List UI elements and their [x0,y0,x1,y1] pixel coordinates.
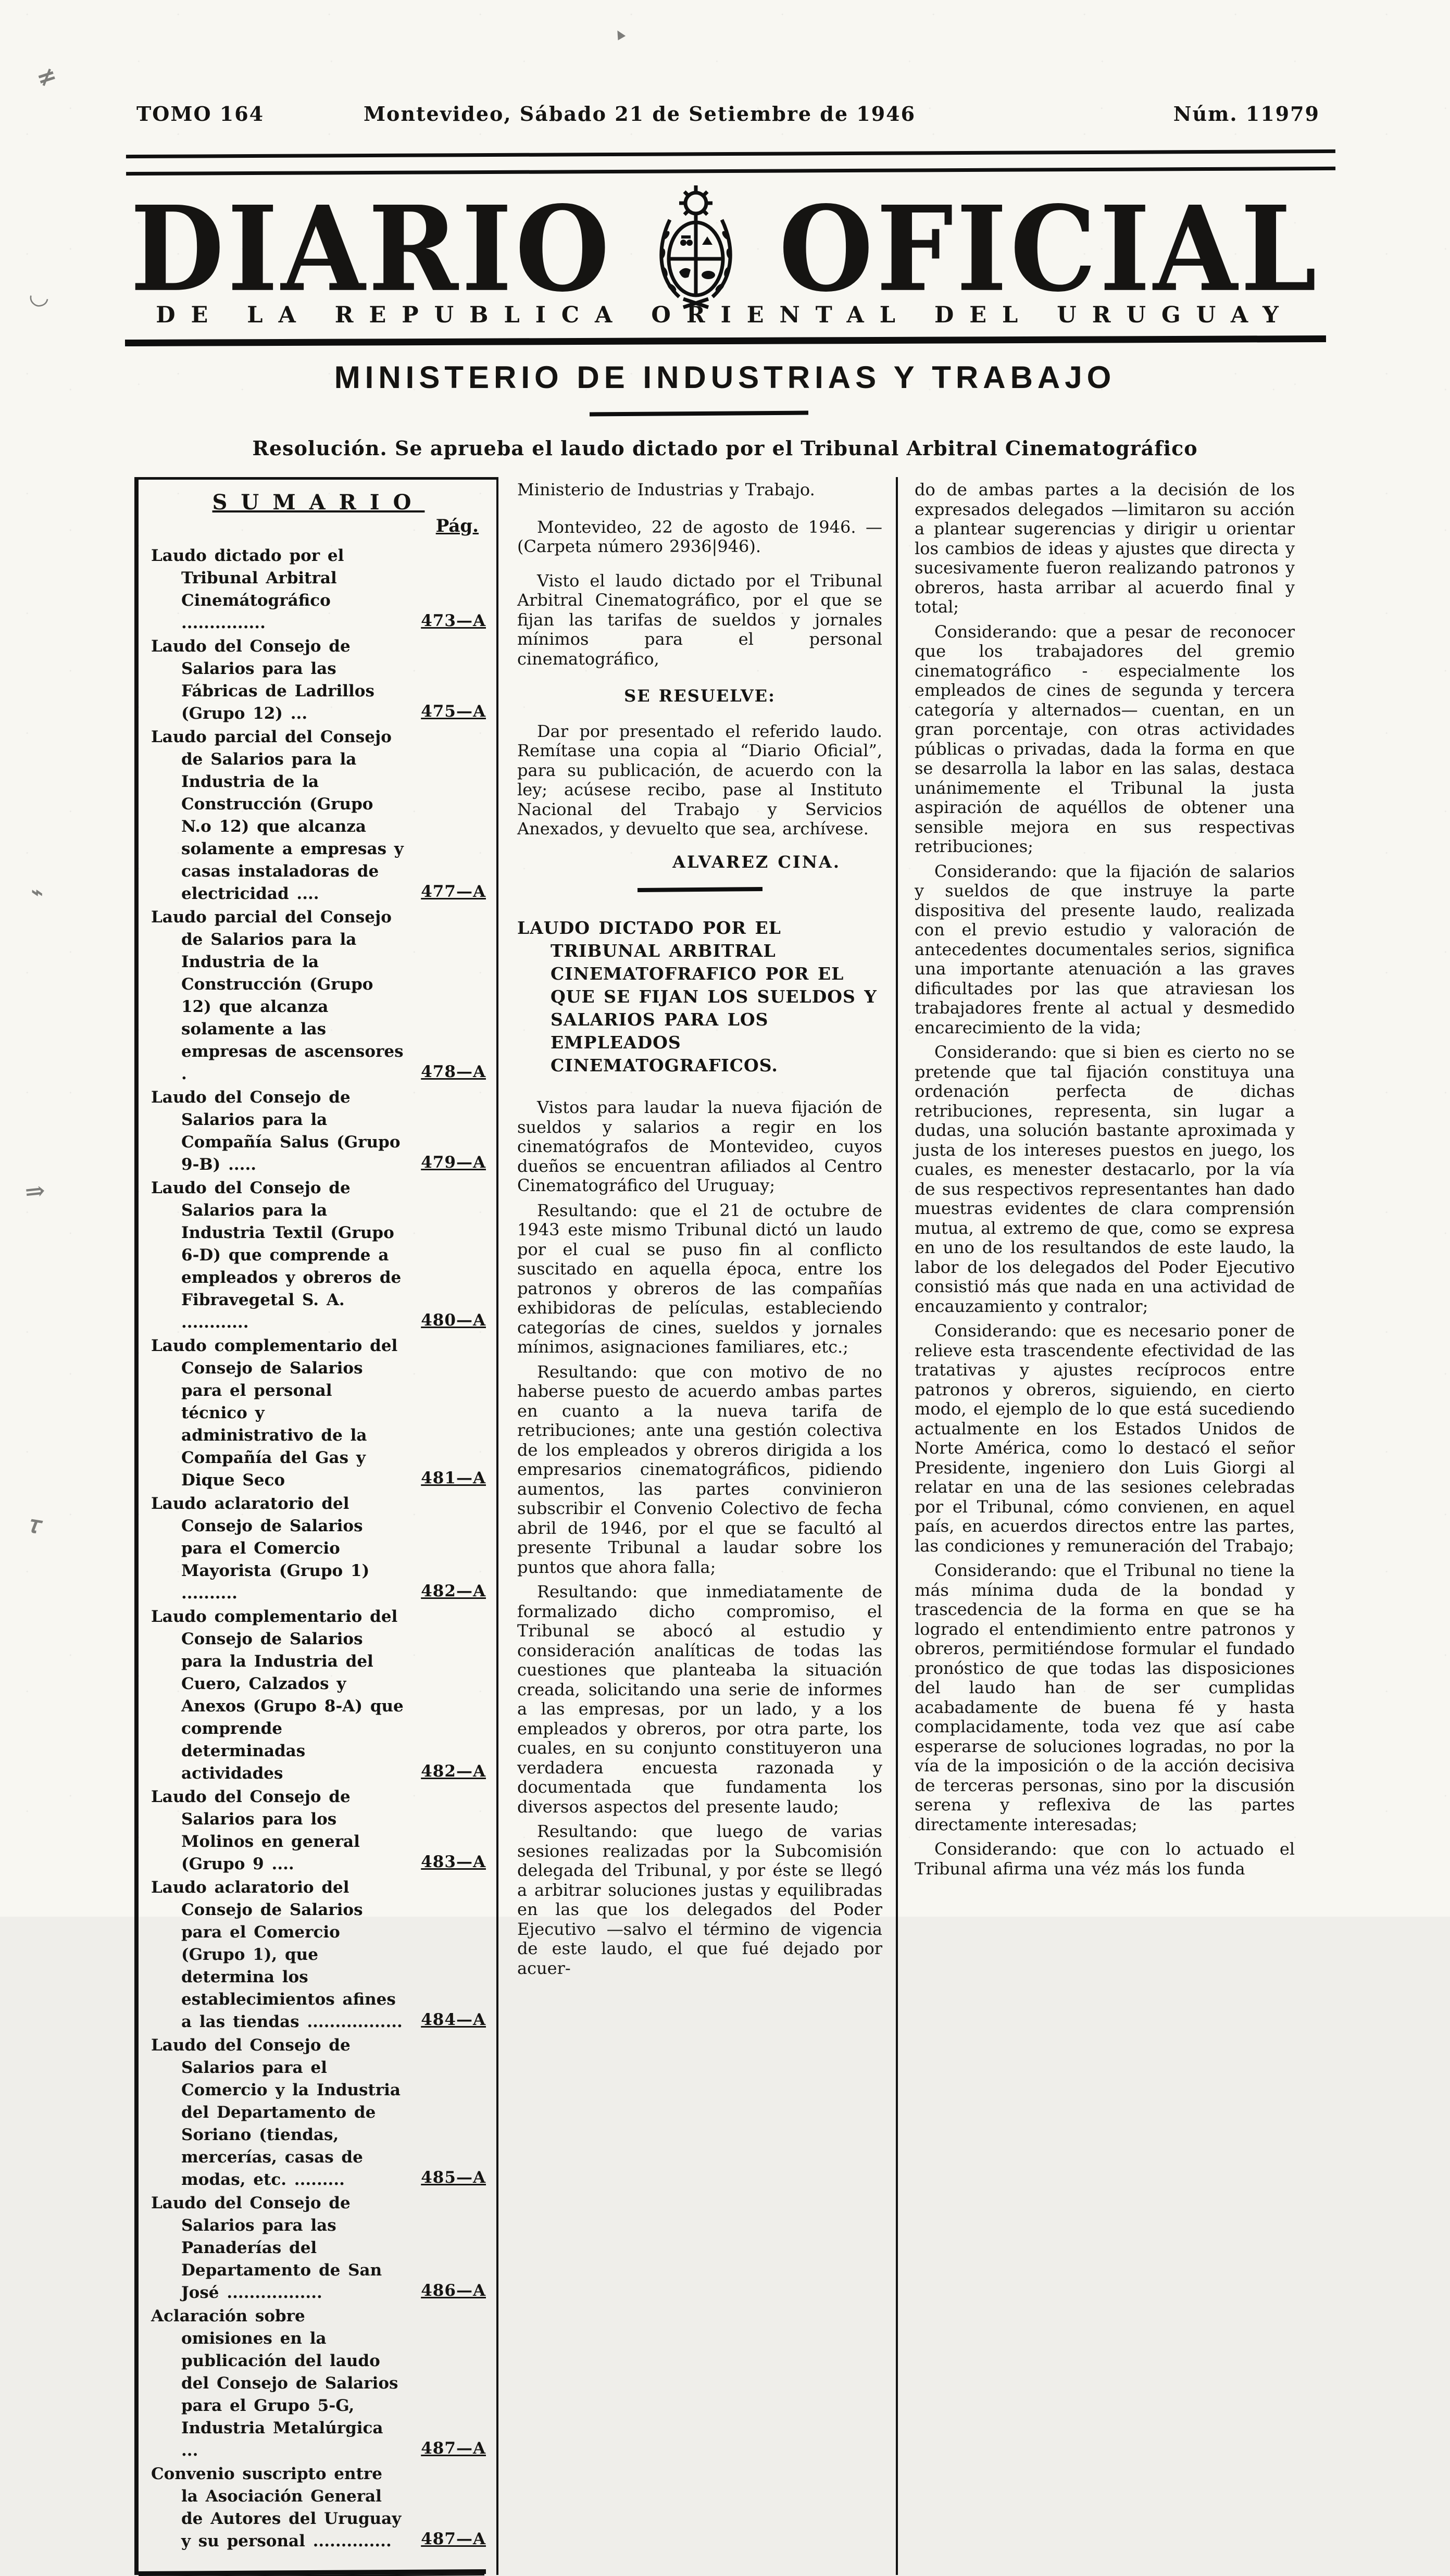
sumario-entry-page: 487—A [421,2439,486,2458]
laudo-heading: LAUDO DICTADO POR EL TRIBUNAL ARBITRAL CINEMATOFRAFICO POR EL QUE SE FIJAN LOS SUELDOS Y SALARIOS PARA LOS EMPLEADOS CINEMATOGRAFICOS. [517,918,877,1076]
sumario-entry [151,1493,486,1605]
sumario-page-column-label: Pág. [435,516,479,536]
sumario-entry-page: 473—A [421,611,486,630]
sumario-end-rule [139,2569,486,2576]
sumario-entry [151,2034,486,2191]
masthead-title-left: DIARIO [130,181,613,318]
sumario-title: SUMARIO [212,490,425,515]
issue-number: Núm. 11979 [1173,102,1320,126]
sumario-entry-page: 482—A [421,1582,486,1600]
sumario-entry-title: Laudo del Consejo de Salarios para las Fábricas de Ladrillos (Grupo 12) ... [151,637,374,723]
scan-artifact [30,880,44,904]
header-double-rule [126,149,1335,176]
ministry-title-underline [590,411,808,417]
resultando-paragraph-3: Resultando: que inmediatamente de formalizado dicho compromiso, el Tribunal se abocó al estudio y consideración analíticas de todas las cuestiones que planteaba la situación creada, solicitando una serie de informes a las empresas, por un lado, y a los empleados y obreros, por otra parte, los cuales, en su conjunto constituyeron una verdadera encuesta razonada y documentada que fundamenta los diversos aspectos del presente laudo; [517,1582,882,1817]
sumario-entry-title: Laudo dictado por el Tribunal Arbitral Cinemátográfico ............... [151,546,344,632]
sumario-entry-title: Laudo del Consejo de Salarios para el Comercio y la Industria del Departamento de Soriano (tiendas, mercerías, casas de modas, etc. ......... [151,2036,401,2189]
sumario-entry-page: 478—A [421,1062,486,1081]
considerando-paragraph: Considerando: que el Tribunal no tiene la más mínima duda de la bondad y trascedencia de la forma en que se ha logrado el entendimiento entre patronos y obreros, permitiéndose formular el fundado pronóstico de que todas las disposiciones del laudo han de ser cumplidas acabadamente de buena fé y hasta complacidamente, toda vez que así cabe esperarse de soluciones logradas, no por la vía de la imposición o de la acción decisiva de terceras personas, sino por la discusión serena y reflexiva de las partes directamente interesadas; [915,1560,1295,1834]
sumario-entry [151,2305,486,2462]
uruguay-coat-of-arms-icon [654,183,738,316]
scan-artifact [23,1176,46,1206]
ministry-section-title: MINISTERIO DE INDUSTRIAS Y TRABAJO [334,360,1116,395]
sumario-entry [151,1086,486,1176]
considerandos-column [898,477,1298,2575]
sumario-entry [151,726,486,905]
sumario-entry-page: 479—A [421,1153,486,1172]
resultando-paragraph-1: Resultando: que el 21 de octubre de 1943 este mismo Tribunal dictó un laudo por el cual se puso fin al conflicto suscitado en aquella época, entre los patronos y obreros de las compañías exhibidoras de películas, estableciendo categorías de cines, sueldos y jornales mínimos, asignaciones familiares, etc.; [517,1200,882,1357]
resultando-paragraph-2: Resultando: que con motivo de no haberse puesto de acuerdo ambas partes en cuanto a la nueva tarifa de retribuciones; ante una gestión colectiva de los empleados y obreros dirigida a los empresarios cinematográficos, pidiendo aumentos, las partes convinieron subscribir el Convenio Colectivo de fecha abril de 1946, por el que se facultó al presente Tribunal a laudar sobre los puntos que ahora falla; [517,1361,882,1577]
sumario-entry [151,906,486,1085]
sumario-entry-title: Laudo complementario del Consejo de Salarios para el personal técnico y administrativo de la Compañía del Gas y Dique Seco [151,1336,398,1490]
sumario-entry-page: 477—A [421,882,486,901]
sumario-entry [151,635,486,725]
continuation-paragraph: do de ambas partes a la decisión de los expresados delegados —limitaron su acción a plantear sugerencias y dirigir u orientar los cambios de ideas y ajustes que directa y sucesivamente fueron realizando patronos y obreros, hasta arribar al acuerdo final y total; [915,480,1295,617]
scan-artifact [610,22,628,44]
considerando-paragraph: Considerando: que si bien es cierto no se pretende que tal fijación constituya una ordenación perfecta de dichas retribuciones, representa, sin lugar a dudas, una solución bastante aproximada y justa de los intereses puestos en juego, los cuales, es menester destacarlo, por la vía de sus respectivos representantes han dado muestras evidentes de clara comprensión mutua, al extremo de que, como se expresa en uno de los resultandos de este laudo, la labor de los delegados del Poder Ejecutivo consistió más que nada en una actividad de encauzamiento y contralor; [915,1042,1295,1316]
issue-date: Montevideo, Sábado 21 de Setiembre de 1946 [363,102,916,126]
sumario-entry [151,2463,486,2553]
sumario-entry-title: Laudo del Consejo de Salarios para los Molinos en general (Grupo 9 .... [151,1787,360,1873]
sumario-entry [151,1177,486,1334]
visto-paragraph: Visto el laudo dictado por el Tribunal Arbitral Cinematográfico, por el que se fijan las tarifas de sueldos y jornales mínimos para el personal cinematográfico, [517,570,882,669]
masthead [130,183,1320,316]
sumario-entry-title: Laudo del Consejo de Salarios para la Industria Textil (Grupo 6-D) que comprende a empleados y obreros de Fibravegetal S. A. ............ [151,1179,402,1332]
sumario-entry-title: Aclaración sobre omisiones en la publicación del laudo del Consejo de Salarios para el Grupo 5-G, Industria Metalúrgica ... [151,2307,398,2460]
considerando-paragraph: Considerando: que a pesar de reconocer que los trabajadores del gremio cinematográfico - especialmente los empleados de cines de segunda y tercera categoría y alternados— cuentan, en un gran porcentaje, con otras actividades públicas o privadas, dada la forma en que se desarrolla la labor en las salas, destaca unánimemente el Tribunal la justa aspiración de aquéllos de obtener una sensible mejora en sus respectivas retribuciones; [915,621,1295,856]
sumario-entry-page: 483—A [421,1853,486,1871]
se-resuelve-heading: SE RESUELVE: [624,686,776,706]
masthead-rule [125,335,1326,346]
signature-line: ALVAREZ CINA. [672,852,841,872]
sumario-entry-page: 484—A [421,2010,486,2029]
sumario-entry-page: 481—A [421,1469,486,1487]
considerando-paragraph: Considerando: que es necesario poner de relieve esta trascendente efectividad de las tratativas y ajustes recíprocos entre patronos y obreros, siguiendo, en cierto modo, el ejemplo de lo que está sucediendo actualmente en los Estados Unidos de Norte América, como lo destacó el señor Presidente, ingeniero don Luis Giorgi al relatar en una de las sesiones celebradas por el Tribunal, cómo convienen, en aquel país, en acuerdos directos entre las partes, las condiciones y remuneración del Trabajo; [915,1321,1295,1556]
sumario-entry [151,1877,486,2033]
masthead-title-right: OFICIAL [779,181,1320,318]
sumario-entry-title: Laudo aclaratorio del Consejo de Salarios para el Comercio (Grupo 1), que determina los establecimientos afines a las tiendas ................. [151,1878,403,2031]
scan-artifact [33,60,60,93]
considerandos-list [915,622,1295,1879]
section-divider-rule [637,887,762,892]
sumario-entry-page: 485—A [421,2168,486,2187]
sumario-entry-page: 480—A [421,1311,486,1330]
considerando-paragraph: Considerando: que la fijación de salarios y sueldos de que instruye la parte dispositiva del presente laudo, realizada con el previo estudio y valoración de antecedentes documentales serios, significa una importante atenuación a las graves dificultades por las que atraviesan los trabajadores frente al actual y desmedido encarecimiento de la vida; [915,861,1295,1037]
sumario-entry [151,1335,486,1492]
tomo-label: TOMO 164 [136,102,265,126]
sumario-column [134,477,498,2575]
sumario-entry-title: Laudo aclaratorio del Consejo de Salarios para el Comercio Mayorista (Grupo 1) .......... [151,1494,370,1603]
sumario-entry [151,1786,486,1875]
sumario-entry-page: 475—A [421,702,486,721]
resultando-paragraph-4: Resultando: que luego de varias sesiones realizadas por la Subcomisión delegada del Tribunal, y por éste se llegó a arbitrar soluciones justas y equilibradas en las que los delegados del Poder Ejecutivo —salvo el término de vigencia de este laudo, el que fué dejado por acuer- [517,1821,882,1978]
sumario-entry-page: 482—A [421,1762,486,1781]
vistos-paragraph: Vistos para laudar la nueva fijación de sueldos y salarios a regir en los cinematógrafos de Montevideo, cuyos dueños se encuentran afiliados al Centro Cinematográfico del Uruguay; [517,1097,882,1195]
article-columns [134,477,1298,2550]
sumario-entry [151,1606,486,1785]
sumario-entry-title: Laudo parcial del Consejo de Salarios para la Industria de la Construcción (Grupo N.o 12) que alcanza solamente a empresas y casas instaladoras de electricidad .... [151,728,404,903]
sumario-entry-title: Laudo complementario del Consejo de Salarios para la Industria del Cuero, Calzados y Anexos (Grupo 8-A) que comprende determinadas actividades [151,1607,404,1783]
sumario-entry-title: Laudo del Consejo de Salarios para las Panaderías del Departamento de San José ................. [151,2194,382,2302]
sumario-list [151,545,486,2553]
sumario-entry-title: Laudo del Consejo de Salarios para la Compañía Salus (Grupo 9-B) ..... [151,1088,401,1174]
resolution-column [498,477,898,2575]
considerando-paragraph: Considerando: que con lo actuado el Tribunal afirma una véz más los funda [915,1839,1295,1879]
sumario-entry-page: 487—A [421,2530,486,2548]
sumario-entry [151,2192,486,2304]
masthead-subtitle: DE LA REPUBLICA ORIENTAL DEL URUGUAY [156,302,1294,328]
sumario-entry [151,545,486,634]
resolution-headline: Resolución. Se aprueba el laudo dictado por el Tribunal Arbitral Cinematográfico [252,436,1198,460]
sumario-entry-page: 486—A [421,2281,486,2300]
resolve-paragraph: Dar por presentado el referido laudo. Remítase una copia al “Diario Oficial”, para su publicación, de acuerdo con la ley; acúsese recibo, pase al Instituto Nacional del Trabajo y Servicios Anexados, y devuelto que sea, archívese. [517,721,882,839]
resolution-date-line: Montevideo, 22 de agosto de 1946. — (Carpeta número 2936|946). [517,517,882,556]
scan-artifact [28,1510,44,1541]
sumario-entry-title: Laudo parcial del Consejo de Salarios para la Industria de la Construcción (Grupo 12) que alcanza solamente a las empresas de ascensores . [151,908,404,1083]
sumario-entry-title: Convenio suscripto entre la Asociación General de Autores del Uruguay y su personal .............. [151,2465,402,2550]
issue-header [136,102,1320,126]
ministry-byline: Ministerio de Industrias y Trabajo. [517,480,815,499]
